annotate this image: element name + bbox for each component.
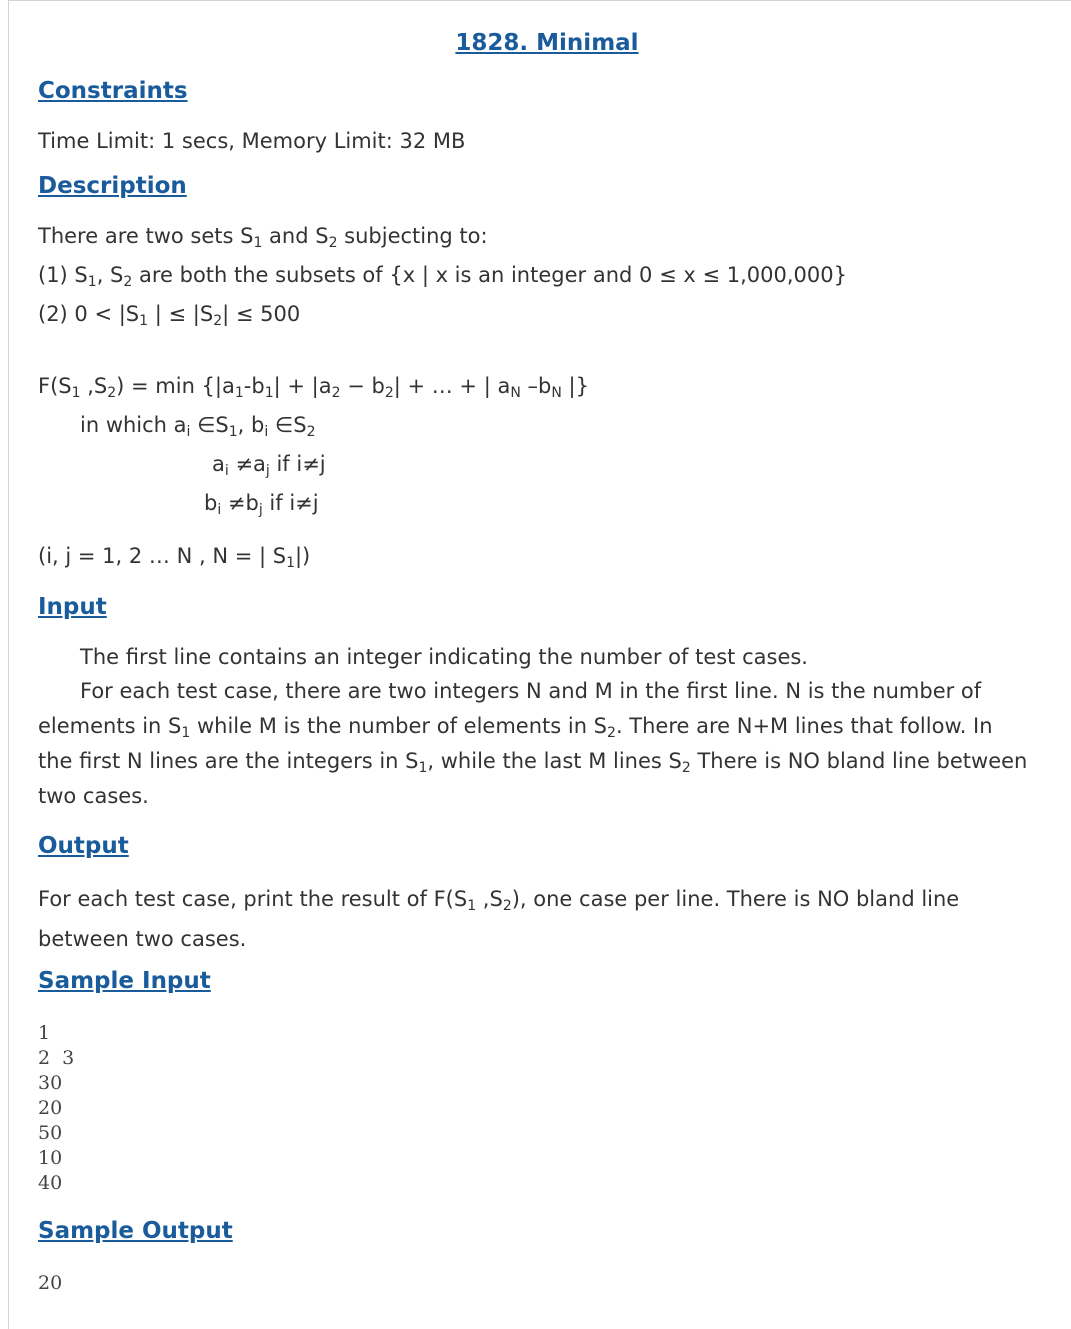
sample-output-block: 20	[38, 1272, 63, 1294]
formula-indices: (i, j = 1, 2 … N , N = | $S_1|$)	[38, 544, 311, 571]
problem-title[interactable]: 1828. Minimal	[455, 30, 639, 56]
formula-where-2: $a_i \ne a_j$ if i≠j	[212, 452, 326, 479]
formula-where-1: in which $a_i$ $\in S_1$, $b_i$ $\in S_2$	[80, 413, 316, 440]
description-line-2: (1) $S_1$, $S_2$ are both the subsets of {x | x is an integer and 0 ≤ x ≤ 1,000,000}	[38, 263, 847, 290]
description-heading[interactable]: Description	[38, 173, 187, 199]
sample-input-heading[interactable]: Sample Input	[38, 968, 211, 994]
description-line-3: (2) $0 < |S_1$ | ≤ $|S_2| \le 500$	[38, 302, 301, 329]
formula-where-3: $b_i \ne b_j$ if i≠j	[204, 491, 319, 518]
sample-output-heading[interactable]: Sample Output	[38, 1218, 233, 1244]
sample-input-block: 1 2 3 30 20 50 10 40	[38, 1022, 75, 1194]
input-paragraph-2: For each test case, there are two integers N and M in the first line. N is the number of elements in $S_1$ while M is the number of elements in $S_2$. There are N+M lines that follow. In the first N lines are the integers in $S_1$, while the last M lines $S_2$ There is NO bland line between two cases.	[38, 679, 1028, 808]
output-paragraph: For each test case, print the result of $F(S_1$ $,S_2$), one case per line. There is NO bland line between two cases.	[38, 887, 960, 951]
constraints-heading[interactable]: Constraints	[38, 78, 188, 104]
constraints-text: Time Limit: 1 secs, Memory Limit: 32 MB	[38, 129, 466, 153]
input-heading[interactable]: Input	[38, 594, 107, 620]
input-paragraph-1: The first line contains an integer indicating the number of test cases.	[80, 645, 808, 669]
output-heading[interactable]: Output	[38, 833, 129, 859]
description-line-1: There are two sets $S_1$ and $S_2$ subjecting to:	[38, 224, 488, 251]
formula-line: $F(S_1$ $,S_2) = \min \{|a_1-b_1| + |a_2 - b_2|$ + … + | $a_N$ $-b_N$ |}	[38, 374, 589, 401]
